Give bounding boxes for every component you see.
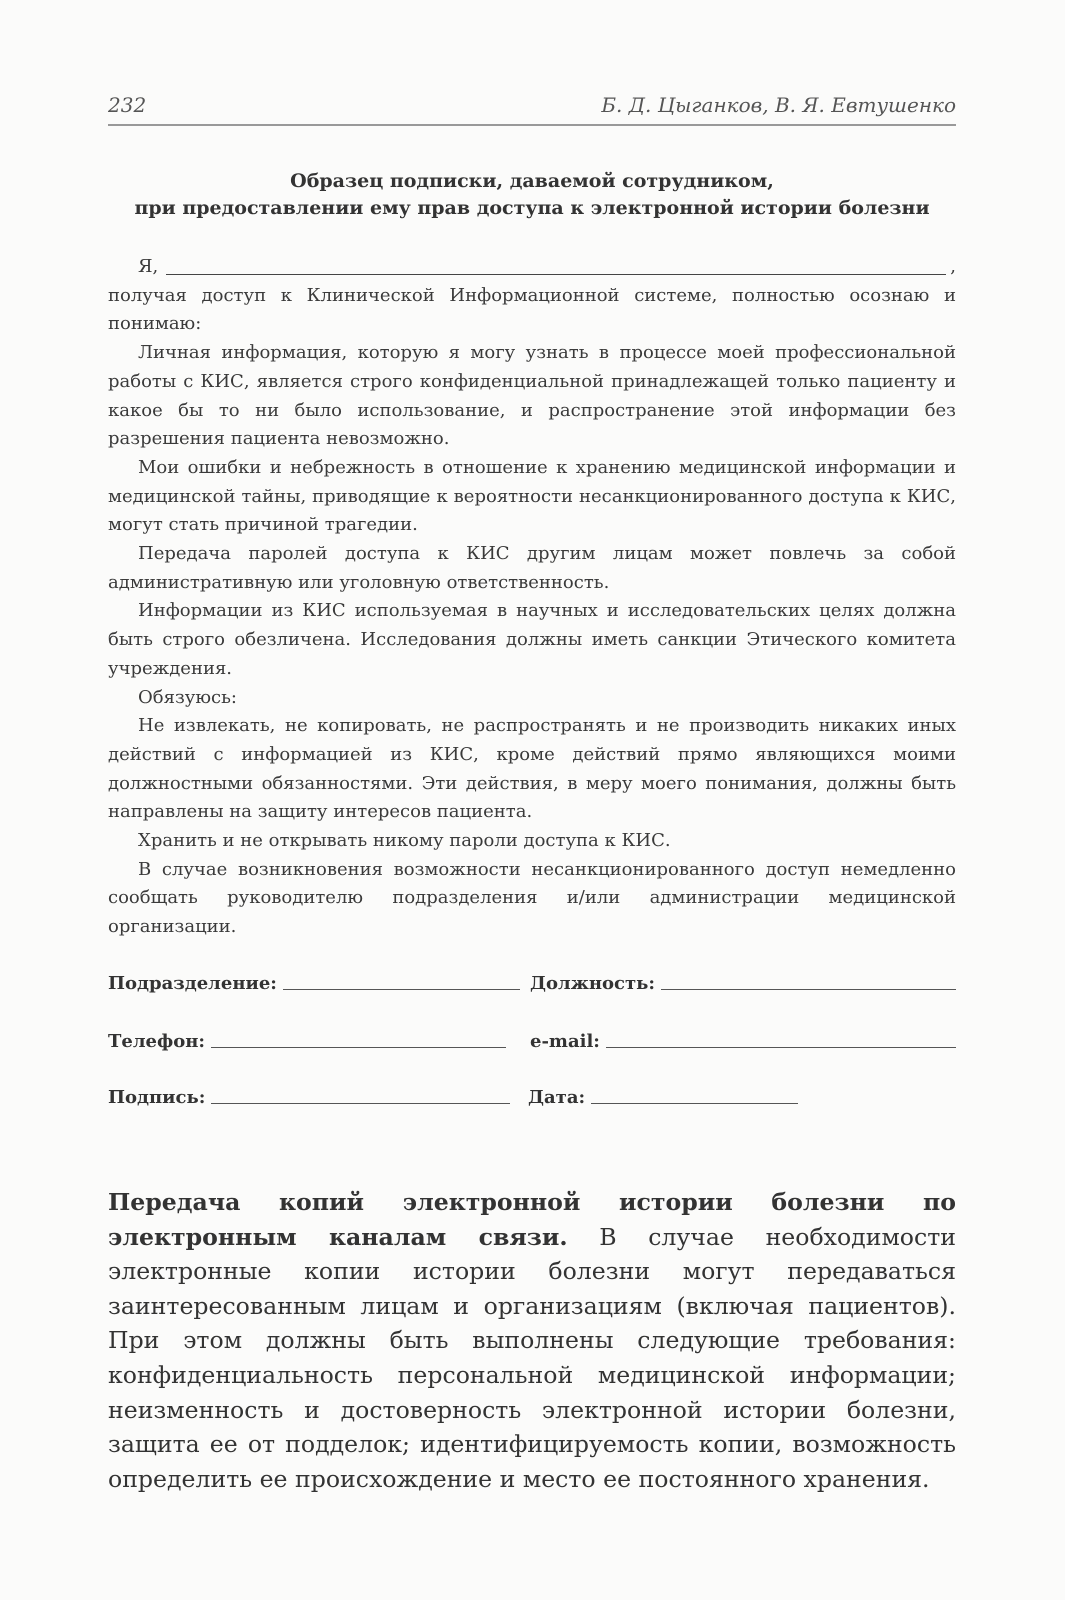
page-number: 232 bbox=[108, 93, 147, 117]
field-row-1 bbox=[108, 968, 956, 998]
phone-blank bbox=[211, 1047, 506, 1048]
section-paragraph bbox=[108, 1185, 956, 1496]
date-field bbox=[528, 1082, 798, 1112]
position-field bbox=[530, 968, 956, 998]
form-body bbox=[108, 253, 956, 942]
email-label: e-mail: bbox=[530, 1031, 600, 1052]
signature-label: Подпись: bbox=[108, 1087, 206, 1108]
name-suffix: , bbox=[950, 255, 956, 277]
email-blank bbox=[606, 1047, 956, 1048]
form-title bbox=[108, 168, 956, 222]
paragraph-7: Хранить и не открывать никому пароли доступа к КИС. bbox=[138, 830, 671, 852]
phone-label: Телефон: bbox=[108, 1031, 206, 1052]
name-prefix: Я, bbox=[138, 255, 159, 277]
email-field bbox=[530, 1026, 956, 1056]
date-label: Дата: bbox=[528, 1087, 586, 1108]
form-title-line-1: Образец подписки, даваемой сотрудником, bbox=[290, 170, 774, 192]
position-blank bbox=[661, 989, 956, 990]
running-header bbox=[108, 88, 956, 128]
paragraph-5: Обязуюсь: bbox=[138, 686, 237, 708]
department-blank bbox=[283, 989, 520, 990]
phone-field bbox=[108, 1026, 506, 1056]
signature-blank bbox=[211, 1103, 510, 1104]
section-text: В случае необходимости электронные копии истории болезни могут передаваться заинтересованным лицам и организациям (включая пациентов). При этом должны быть выполнены следующие требования: конфиденциальность персональной медицинской информации; неизменность и достоверность электронной истории болезни, защита ее от подделок; идентифицируемость копии, возможность определить ее происхождение и место ее постоянного хранения. bbox=[108, 1222, 956, 1493]
department-label: Подразделение: bbox=[108, 973, 277, 994]
form-title-line-2: при предоставлении ему прав доступа к электронной истории болезни bbox=[134, 197, 930, 219]
header-rule bbox=[108, 124, 956, 126]
paragraph-3: Передача паролей доступа к КИС другим лицам может повлечь за собой административную или уголовную ответственность. bbox=[108, 543, 956, 593]
paragraph-4: Информации из КИС используемая в научных и исследовательских целях должна быть строго обезличена. Исследования должны иметь санкции Этического комитета учреждения. bbox=[108, 600, 956, 679]
field-row-3 bbox=[108, 1082, 956, 1112]
section-lead: Передача копий электронной истории болезни по электронным каналам связи. bbox=[108, 1188, 956, 1251]
signature-field bbox=[108, 1082, 510, 1112]
name-blank bbox=[166, 273, 946, 275]
paragraph-6: Не извлекать, не копировать, не распространять и не производить никаких иных действий с информацией из КИС, кроме действий прямо являющихся моими должностными обязанностями. Эти действия, в меру моего понимания, должны быть направлены на защиту интересов пациента. bbox=[108, 715, 956, 823]
paragraph-8: В случае возникновения возможности несанкционированного доступ немедленно сообщать руководителю подразделения и/или администрации медицинской организации. bbox=[108, 858, 956, 938]
paragraph-1: Личная информация, которую я могу узнать в процессе моей профессиональной работы с КИС, является строго конфиденциальной принадлежащей только пациенту и какое бы то ни было использование, и распространение этой информации без разрешения пациента невозможно. bbox=[108, 342, 956, 450]
running-title-authors: Б. Д. Цыганков, В. Я. Евтушенко bbox=[601, 93, 956, 117]
field-row-2 bbox=[108, 1026, 956, 1056]
position-label: Должность: bbox=[530, 973, 656, 994]
department-field bbox=[108, 968, 520, 998]
paragraph-2: Мои ошибки и небрежность в отношение к хранению медицинской информации и медицинской тайны, приводящие к вероятности несанкционированного доступа к КИС, могут стать причиной трагедии. bbox=[108, 456, 956, 536]
date-blank bbox=[591, 1103, 798, 1104]
name-line bbox=[108, 253, 956, 282]
paragraph-0: получая доступ к Клинической Информационной системе, полностью осознаю и понимаю: bbox=[108, 284, 956, 335]
